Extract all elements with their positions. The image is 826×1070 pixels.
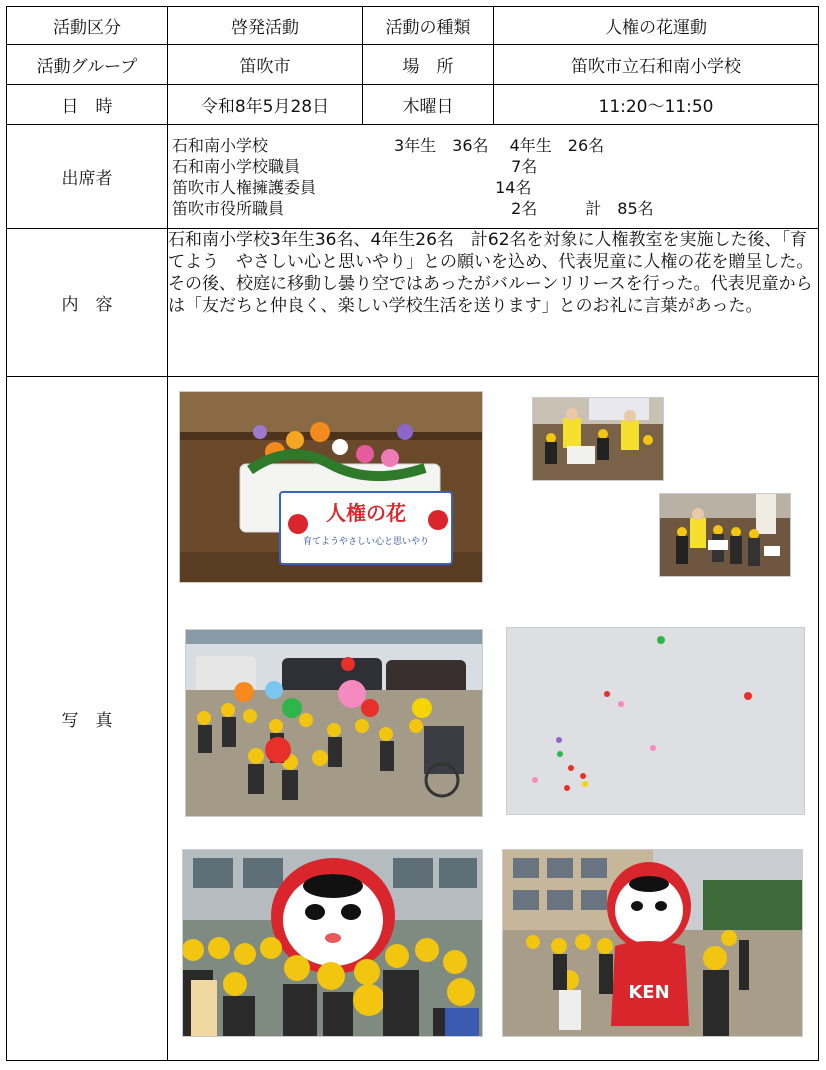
label-date: 日 時 xyxy=(7,85,168,125)
mascot-playground-image xyxy=(503,850,802,1036)
photo-mascot-playground xyxy=(502,849,803,1037)
row-content xyxy=(7,229,819,377)
attendee-detail: 14名 xyxy=(362,177,532,197)
attendee-detail: 7名 xyxy=(362,156,538,176)
flower-planter-image xyxy=(180,392,482,582)
row-datetime xyxy=(7,85,819,125)
value-time: 11:20～11:50 xyxy=(494,85,819,125)
attendee-name: 石和南小学校 xyxy=(172,135,269,155)
attendee-name: 石和南小学校職員 xyxy=(172,156,301,176)
label-activity-type: 活動の種類 xyxy=(363,7,494,45)
mascot-children-image xyxy=(183,850,482,1036)
sign-title: 人権の花 xyxy=(326,501,406,525)
photo-students-flowers xyxy=(659,493,791,577)
sign-slogan: 育てようやさしい心と思いやり xyxy=(302,537,430,547)
attendee-detail: 2名 計 85名 xyxy=(362,198,654,218)
row-group xyxy=(7,45,819,85)
mascot-label: KEN xyxy=(628,982,670,1003)
value-date: 令和8年5月28日 xyxy=(168,85,363,125)
attendee-line xyxy=(172,198,814,219)
attendee-line xyxy=(172,156,814,177)
label-attendees: 出席者 xyxy=(7,125,168,229)
label-place: 場 所 xyxy=(363,45,494,85)
label-content: 内 容 xyxy=(7,229,168,377)
content-text: 石和南小学校3年生36名、4年生26名 計62名を対象に人権教室を実施した後、「育てよう やさしい心と思いやり」との願いを込め、代表児童に人権の花を贈呈した。その後、校庭に移動し曇り空ではあったがバルーンリリースを行った。代表児童からは「友だちと仲良く、楽しい学校生活を送ります」とのお礼に言葉があった。 xyxy=(168,229,819,377)
report-table xyxy=(6,6,819,1061)
label-photos: 写 真 xyxy=(7,377,168,1061)
photo-students-balloons xyxy=(185,629,483,817)
value-activity-type: 人権の花運動 xyxy=(494,7,819,45)
students-balloons-image xyxy=(186,630,482,816)
label-category: 活動区分 xyxy=(7,7,168,45)
value-category: 啓発活動 xyxy=(168,7,363,45)
value-day: 木曜日 xyxy=(363,85,494,125)
attendee-name: 笛吹市人権擁護委員 xyxy=(172,177,317,197)
value-place: 笛吹市立石和南小学校 xyxy=(494,45,819,85)
attendee-detail: 3年生 36名 4年生 26名 xyxy=(362,135,605,155)
photo-area xyxy=(168,377,819,1061)
attendee-line xyxy=(172,135,814,156)
attendee-line xyxy=(172,177,814,198)
value-group: 笛吹市 xyxy=(168,45,363,85)
row-category xyxy=(7,7,819,45)
row-photos xyxy=(7,377,819,1061)
photo-flower-presentation xyxy=(532,397,664,481)
attendee-name: 笛吹市役所職員 xyxy=(172,198,285,218)
attendees-list xyxy=(168,125,819,229)
photo-balloon-sky xyxy=(506,627,805,815)
flower-presentation-image xyxy=(533,398,663,480)
row-attendees xyxy=(7,125,819,229)
students-flowers-image xyxy=(660,494,790,576)
photo-mascot-children xyxy=(182,849,483,1037)
photo-flower-planter xyxy=(179,391,483,583)
label-group: 活動グループ xyxy=(7,45,168,85)
balloon-sky-image xyxy=(507,628,804,814)
